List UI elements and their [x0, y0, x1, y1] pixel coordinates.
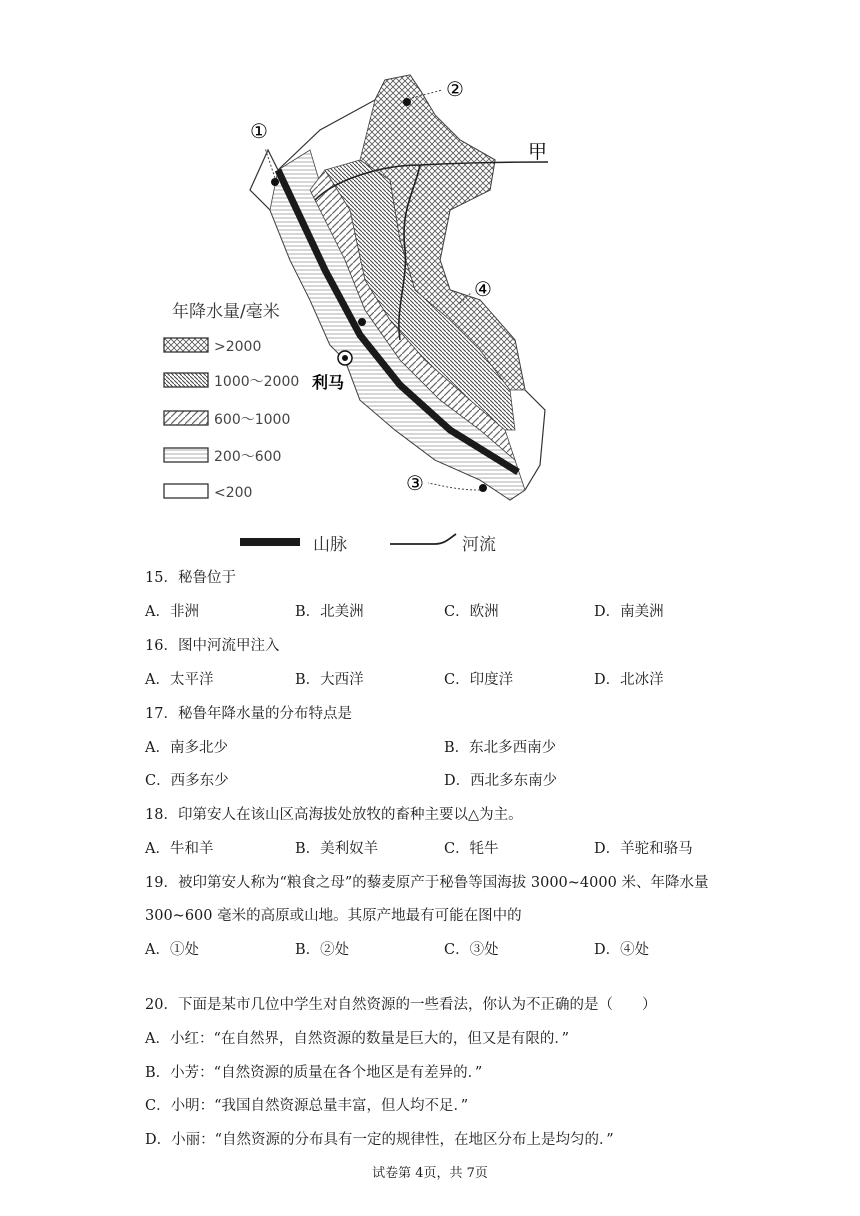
marker-4: ④ [474, 277, 492, 301]
river-legend-swatch [390, 534, 456, 544]
question-18-stem: 18．印第安人在该山区高海拔处放牧的畜种主要以△为主。 [145, 807, 523, 823]
question-16-stem: 16．图中河流甲注入 [145, 638, 280, 654]
q18-option-a[interactable]: A．牛和羊 [145, 841, 214, 857]
question-19-stem-line-2: 300~600 毫米的高原或山地。其原产地最有可能在图中的 [145, 908, 522, 924]
point-1 [271, 178, 279, 186]
q18-option-d[interactable]: D．羊驼和骆马 [594, 841, 693, 857]
marker-3: ③ [406, 471, 424, 495]
q19-option-b[interactable]: B．②处 [295, 942, 350, 958]
mountain-legend-label: 山脉 [313, 535, 347, 555]
legend-label-1: >2000 [214, 339, 262, 355]
question-17-stem: 17．秘鲁年降水量的分布特点是 [145, 706, 352, 722]
q20-option-c[interactable]: C．小明：“我国自然资源总量丰富，但人均不足．” [145, 1098, 469, 1114]
river-legend-label: 河流 [462, 535, 496, 555]
q19-option-c[interactable]: C．③处 [444, 942, 499, 958]
legend-label-4: 200～600 [214, 449, 282, 465]
q19-option-d[interactable]: D．④处 [594, 942, 650, 958]
q20-option-d[interactable]: D．小丽：“自然资源的分布具有一定的规律性，在地区分布上是均匀的．” [145, 1132, 614, 1148]
point-2 [403, 98, 411, 106]
peru-precipitation-map [150, 60, 548, 560]
q16-option-d[interactable]: D．北冰洋 [594, 672, 664, 688]
legend-label-5: <200 [214, 485, 253, 501]
legend-title: 年降水量/毫米 [172, 302, 280, 322]
q15-option-d[interactable]: D．南美洲 [594, 604, 664, 620]
point-3 [479, 484, 487, 492]
marker-2: ② [446, 77, 464, 101]
q18-option-b[interactable]: B．美利奴羊 [295, 841, 379, 857]
legend-swatch-4 [164, 448, 208, 462]
question-20-stem: 20．下面是某市几位中学生对自然资源的一些看法，你认为不正确的是（ ） [145, 997, 657, 1013]
q16-option-a[interactable]: A．太平洋 [145, 672, 214, 688]
legend-swatch-5 [164, 484, 208, 498]
city-label: 利马 [312, 373, 345, 392]
legend-label-2: 1000～2000 [214, 374, 300, 390]
q17-option-d[interactable]: D．西北多东南少 [444, 773, 558, 789]
q16-option-b[interactable]: B．大西洋 [295, 672, 364, 688]
q17-option-c[interactable]: C．西多东少 [145, 773, 229, 789]
lima-city-symbol [338, 351, 352, 365]
point-4-inland [358, 318, 366, 326]
q15-option-c[interactable]: C．欧洲 [444, 604, 499, 620]
q17-option-b[interactable]: B．东北多西南少 [444, 740, 557, 756]
river-name-label: 甲 [528, 141, 548, 163]
q15-option-a[interactable]: A．非洲 [145, 604, 199, 620]
map-regions [250, 75, 548, 500]
q20-option-a[interactable]: A．小红：“在自然界，自然资源的数量是巨大的，但又是有限的．” [145, 1031, 570, 1047]
legend-swatch-1 [164, 338, 208, 352]
legend-label-3: 600～1000 [214, 412, 291, 428]
question-15-stem: 15．秘鲁位于 [145, 570, 236, 586]
mountain-legend-swatch [240, 538, 300, 546]
q19-option-a[interactable]: A．①处 [145, 942, 199, 958]
q15-option-b[interactable]: B．北美洲 [295, 604, 364, 620]
page-footer: 试卷第 4页，共 7页 [372, 1166, 488, 1181]
legend-swatch-2 [164, 373, 208, 387]
q20-option-b[interactable]: B．小芳：“自然资源的质量在各个地区是有差异的．” [145, 1065, 483, 1081]
question-19-stem-line-1: 19．被印第安人称为“粮食之母”的藜麦原产于秘鲁等国海拔 3000~4000 米、年降水量 [145, 875, 709, 891]
q18-option-c[interactable]: C．牦牛 [444, 841, 499, 857]
q17-option-a[interactable]: A．南多北少 [145, 740, 228, 756]
q16-option-c[interactable]: C．印度洋 [444, 672, 514, 688]
legend-swatch-3 [164, 411, 208, 425]
marker-1: ① [250, 119, 268, 143]
